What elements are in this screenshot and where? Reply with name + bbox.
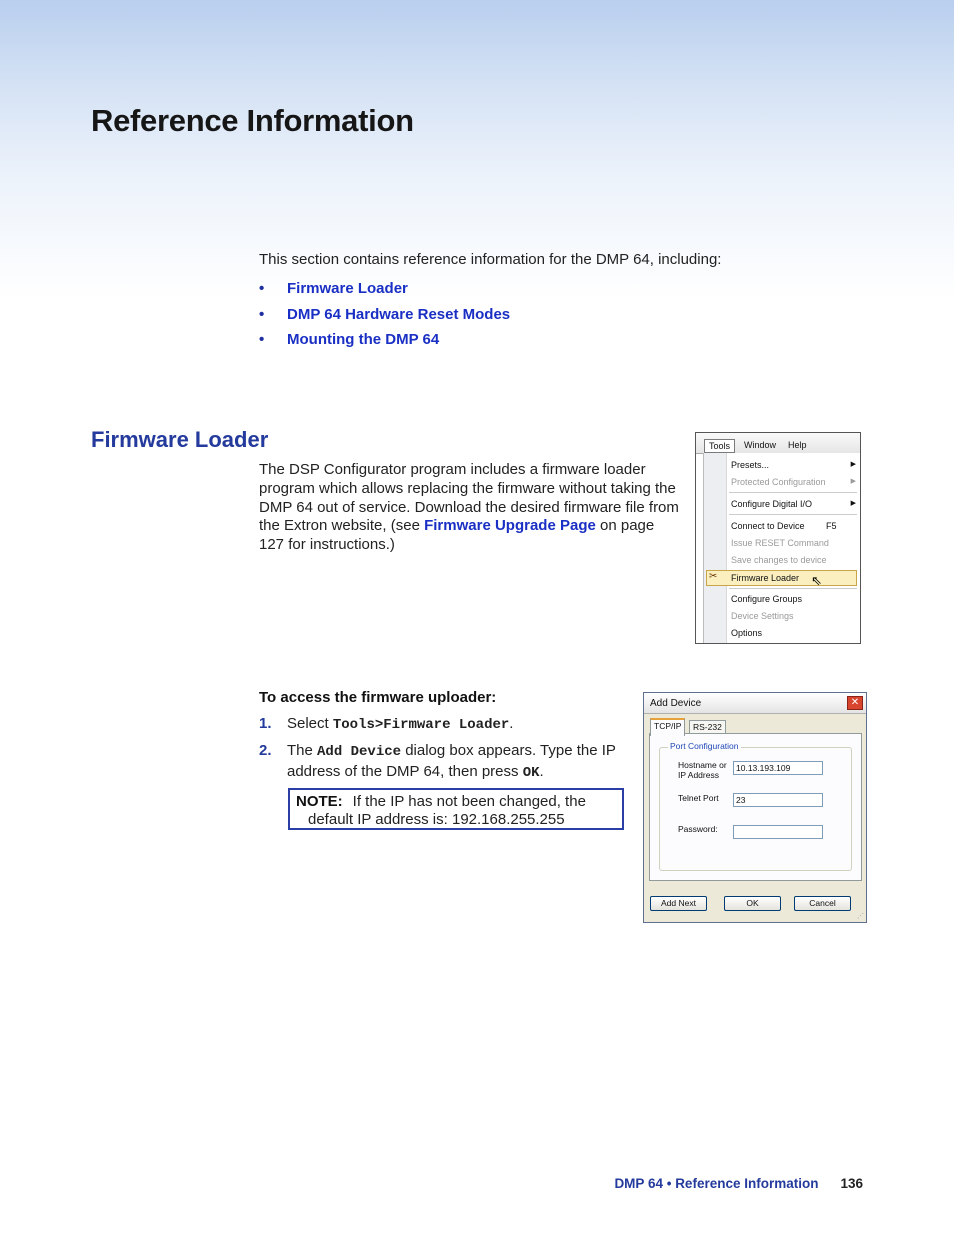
step-number: 2. xyxy=(259,742,272,759)
dialog-title: Add Device xyxy=(650,698,702,709)
paragraph-text: The DSP Configurator program includes a firmware loader program which allows replacing the firmware without taking the DMP 64 out of service. Download the desired firmware file from the Extron website, (see xyxy=(259,461,679,535)
menu-item-label: Protected Configuration xyxy=(731,477,826,487)
tab-panel xyxy=(649,733,862,881)
menu-help[interactable]: Help xyxy=(788,440,807,450)
link-mounting[interactable]: Mounting the DMP 64 xyxy=(287,331,440,349)
step-number: 1. xyxy=(259,715,272,732)
close-icon[interactable]: ✕ xyxy=(847,696,863,710)
telnet-port-label: Telnet Port xyxy=(678,793,719,803)
list-item xyxy=(259,276,510,302)
tab-tcp-ip[interactable]: TCP/IP xyxy=(650,718,685,736)
procedure-steps xyxy=(259,714,629,789)
section-paragraph xyxy=(259,461,679,555)
contents-list xyxy=(259,276,510,353)
tab-rs-232[interactable]: RS-232 xyxy=(689,720,726,734)
footer-text: DMP 64 • Reference Information xyxy=(614,1176,819,1191)
tools-menu-screenshot xyxy=(695,432,861,644)
menu-item-connect-to-device[interactable] xyxy=(731,519,856,533)
menu-item-label: Device Settings xyxy=(731,611,794,621)
page-footer xyxy=(614,1176,863,1191)
paragraph-text: on page 127 for instructions.) xyxy=(259,517,655,554)
menu-separator xyxy=(729,514,857,515)
menu-item-protected-configuration xyxy=(731,475,856,489)
menu-item-label: Save changes to device xyxy=(731,555,827,565)
step-1 xyxy=(259,714,629,735)
submenu-arrow-icon: ▶ xyxy=(850,500,856,507)
page-number: 136 xyxy=(840,1176,863,1191)
menu-item-device-settings xyxy=(731,609,856,623)
list-item xyxy=(259,302,510,328)
step-code: Add Device xyxy=(317,744,402,760)
hostname-label: Hostname or IP Address xyxy=(678,760,727,780)
step-text-part: . xyxy=(539,763,544,780)
menu-window[interactable]: Window xyxy=(744,440,777,450)
menu-item-options[interactable] xyxy=(731,626,856,640)
menu-item-label: Presets... xyxy=(731,460,770,470)
list-item xyxy=(259,327,510,353)
menu-item-issue-reset xyxy=(731,536,856,550)
link-firmware-loader[interactable]: Firmware Loader xyxy=(287,280,408,298)
firmware-upgrade-link[interactable]: Firmware Upgrade Page xyxy=(424,517,596,535)
menu-separator xyxy=(729,492,857,493)
menu-item-configure-groups[interactable] xyxy=(731,592,856,606)
menu-item-presets[interactable] xyxy=(731,458,856,472)
menu-item-label: Configure Digital I/O xyxy=(731,499,813,509)
step-code: OK xyxy=(522,765,540,781)
section-title: Firmware Loader xyxy=(91,427,269,452)
page-title: Reference Information xyxy=(91,103,414,138)
link-hardware-reset-modes[interactable]: DMP 64 Hardware Reset Modes xyxy=(287,305,511,323)
menu-separator xyxy=(729,588,857,589)
menu-item-label: Connect to Device xyxy=(731,521,805,531)
step-2 xyxy=(259,741,629,783)
step-text-part: . xyxy=(509,715,514,732)
menu-item-label: Options xyxy=(731,628,763,638)
intro-text: This section contains reference information for the DMP 64, including: xyxy=(259,251,722,268)
hostname-field[interactable]: 10.13.193.109 xyxy=(733,761,823,775)
menu-item-label: Firmware Loader xyxy=(731,573,800,583)
tools-dropdown xyxy=(703,453,861,643)
note-label: NOTE: xyxy=(296,793,343,810)
note-box xyxy=(288,788,624,830)
tools-icon: ✂ xyxy=(709,571,718,582)
submenu-arrow-icon: ▶ xyxy=(850,461,856,468)
submenu-arrow-icon: ▶ xyxy=(850,478,856,485)
add-next-button[interactable]: Add Next xyxy=(650,896,707,911)
menu-item-configure-digital-io[interactable] xyxy=(731,497,856,511)
password-field[interactable] xyxy=(733,825,823,839)
menu-item-label: Issue RESET Command xyxy=(731,538,829,548)
step-text-part: The xyxy=(287,742,318,759)
bullet-icon: • xyxy=(259,280,265,298)
mouse-pointer-icon: ⇖ xyxy=(811,573,822,588)
procedure-heading: To access the firmware uploader: xyxy=(259,689,497,706)
menu-bar xyxy=(696,433,860,454)
cancel-button[interactable]: Cancel xyxy=(794,896,851,911)
add-device-dialog xyxy=(643,692,867,923)
password-label: Password: xyxy=(678,824,718,834)
dialog-title-bar xyxy=(644,693,866,714)
menu-gutter xyxy=(704,453,727,643)
step-text xyxy=(287,741,629,783)
step-text-part: Select xyxy=(287,715,333,732)
step-code: Tools>Firmware Loader xyxy=(332,717,510,733)
menu-item-label: Configure Groups xyxy=(731,594,803,604)
telnet-port-field[interactable]: 23 xyxy=(733,793,823,807)
menu-item-save-changes xyxy=(731,553,856,567)
group-label: Port Configuration xyxy=(670,741,739,751)
bullet-icon: • xyxy=(259,331,265,349)
note-text: If the IP has not been changed, the default IP address is: 192.168.255.255 xyxy=(308,793,586,828)
port-configuration-group xyxy=(659,741,852,871)
menu-shortcut: F5 xyxy=(826,521,837,531)
menu-item-firmware-loader[interactable] xyxy=(731,571,856,585)
step-text-part: dialog box appears. Type the IP address of the DMP 64, then press xyxy=(287,742,616,780)
bullet-icon: • xyxy=(259,305,265,323)
menu-tools[interactable]: Tools xyxy=(704,439,735,453)
resize-grip-icon[interactable]: ⋰ xyxy=(857,913,864,920)
ok-button[interactable]: OK xyxy=(724,896,781,911)
step-text xyxy=(287,714,513,735)
